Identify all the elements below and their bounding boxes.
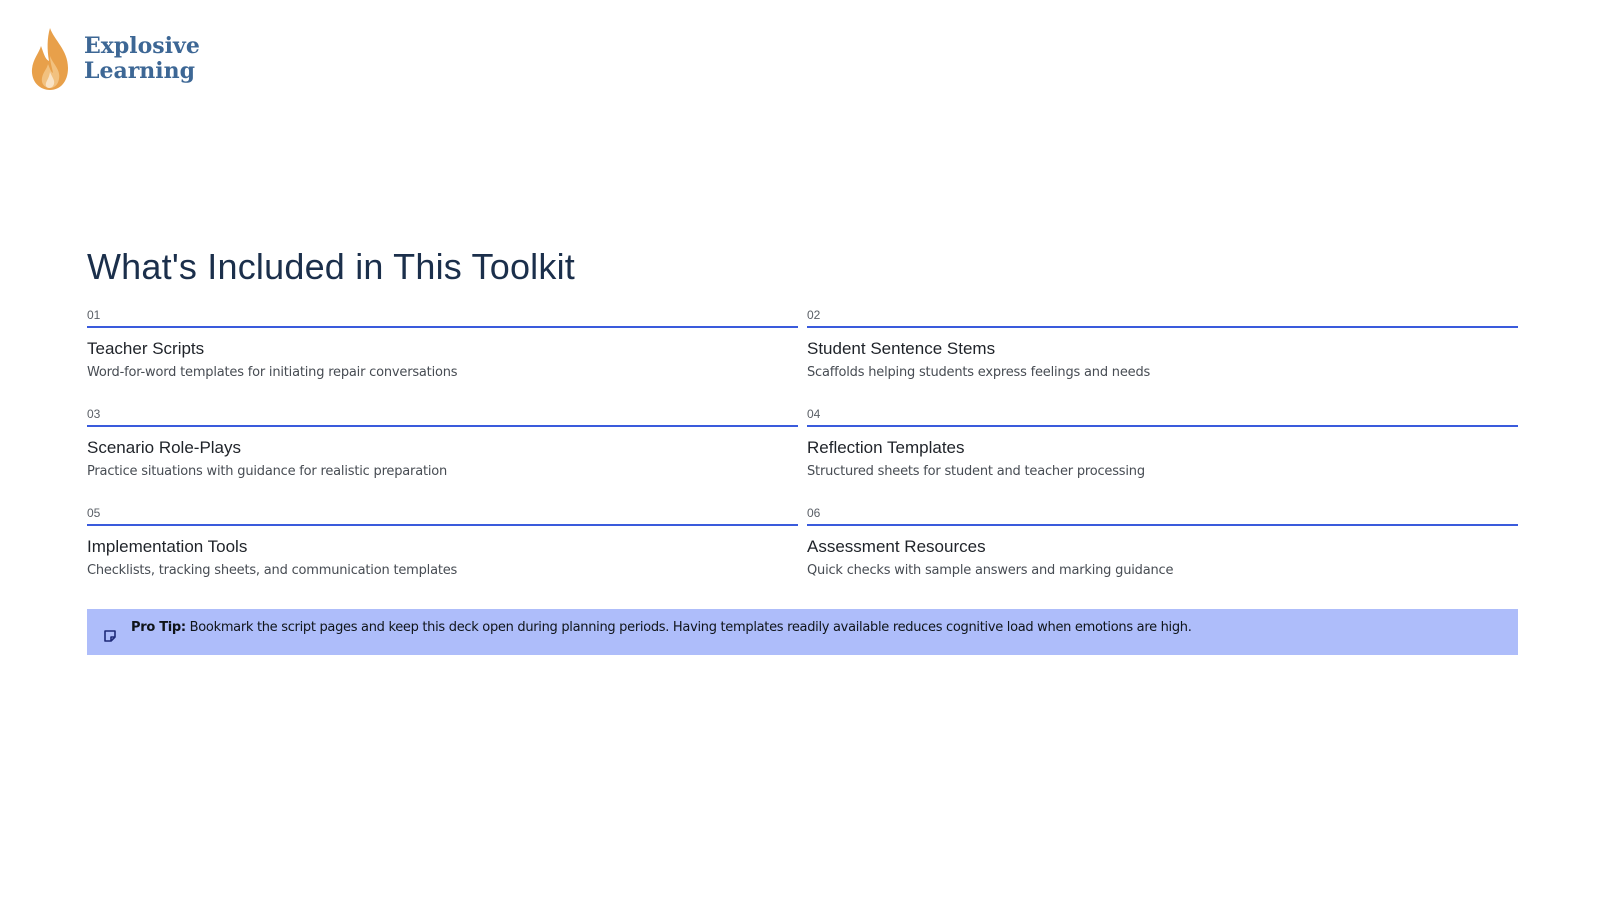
toolkit-item bbox=[87, 405, 798, 504]
item-description: Quick checks with sample answers and marking guidance bbox=[807, 563, 1174, 578]
brand-line-1: Explosive bbox=[84, 33, 200, 59]
flame-icon bbox=[28, 26, 72, 92]
item-description: Word-for-word templates for initiating repair conversations bbox=[87, 365, 458, 380]
pro-tip-label: Pro Tip: bbox=[131, 619, 186, 635]
note-icon bbox=[103, 629, 117, 643]
item-number: 04 bbox=[807, 405, 1518, 427]
pro-tip-callout bbox=[87, 609, 1518, 655]
brand-line-2: Learning bbox=[84, 58, 196, 84]
toolkit-item bbox=[807, 405, 1518, 504]
pro-tip-text bbox=[131, 620, 1192, 635]
item-title: Implementation Tools bbox=[87, 537, 248, 556]
item-title: Assessment Resources bbox=[807, 537, 986, 556]
item-title: Reflection Templates bbox=[807, 438, 965, 457]
page-title: What's Included in This Toolkit bbox=[87, 246, 575, 287]
item-title: Teacher Scripts bbox=[87, 339, 205, 358]
pro-tip-body: Bookmark the script pages and keep this deck open during planning periods. Having templates readily available reduces cognitive load when emotions are high. bbox=[185, 619, 1192, 635]
brand-logo bbox=[28, 26, 200, 92]
item-number: 03 bbox=[87, 405, 798, 427]
item-description: Practice situations with guidance for realistic preparation bbox=[87, 464, 448, 479]
item-description: Scaffolds helping students express feelings and needs bbox=[807, 365, 1151, 380]
brand-name bbox=[84, 34, 200, 84]
toolkit-item bbox=[87, 504, 798, 603]
toolkit-items-grid bbox=[87, 306, 1518, 603]
toolkit-item bbox=[807, 306, 1518, 405]
toolkit-item bbox=[807, 504, 1518, 603]
item-number: 02 bbox=[807, 306, 1518, 328]
item-number: 06 bbox=[807, 504, 1518, 526]
item-title: Scenario Role-Plays bbox=[87, 438, 242, 457]
item-description: Checklists, tracking sheets, and communication templates bbox=[87, 563, 458, 578]
item-description: Structured sheets for student and teacher processing bbox=[807, 464, 1145, 479]
toolkit-item bbox=[87, 306, 798, 405]
item-number: 05 bbox=[87, 504, 798, 526]
item-number: 01 bbox=[87, 306, 798, 328]
item-title: Student Sentence Stems bbox=[807, 339, 996, 358]
